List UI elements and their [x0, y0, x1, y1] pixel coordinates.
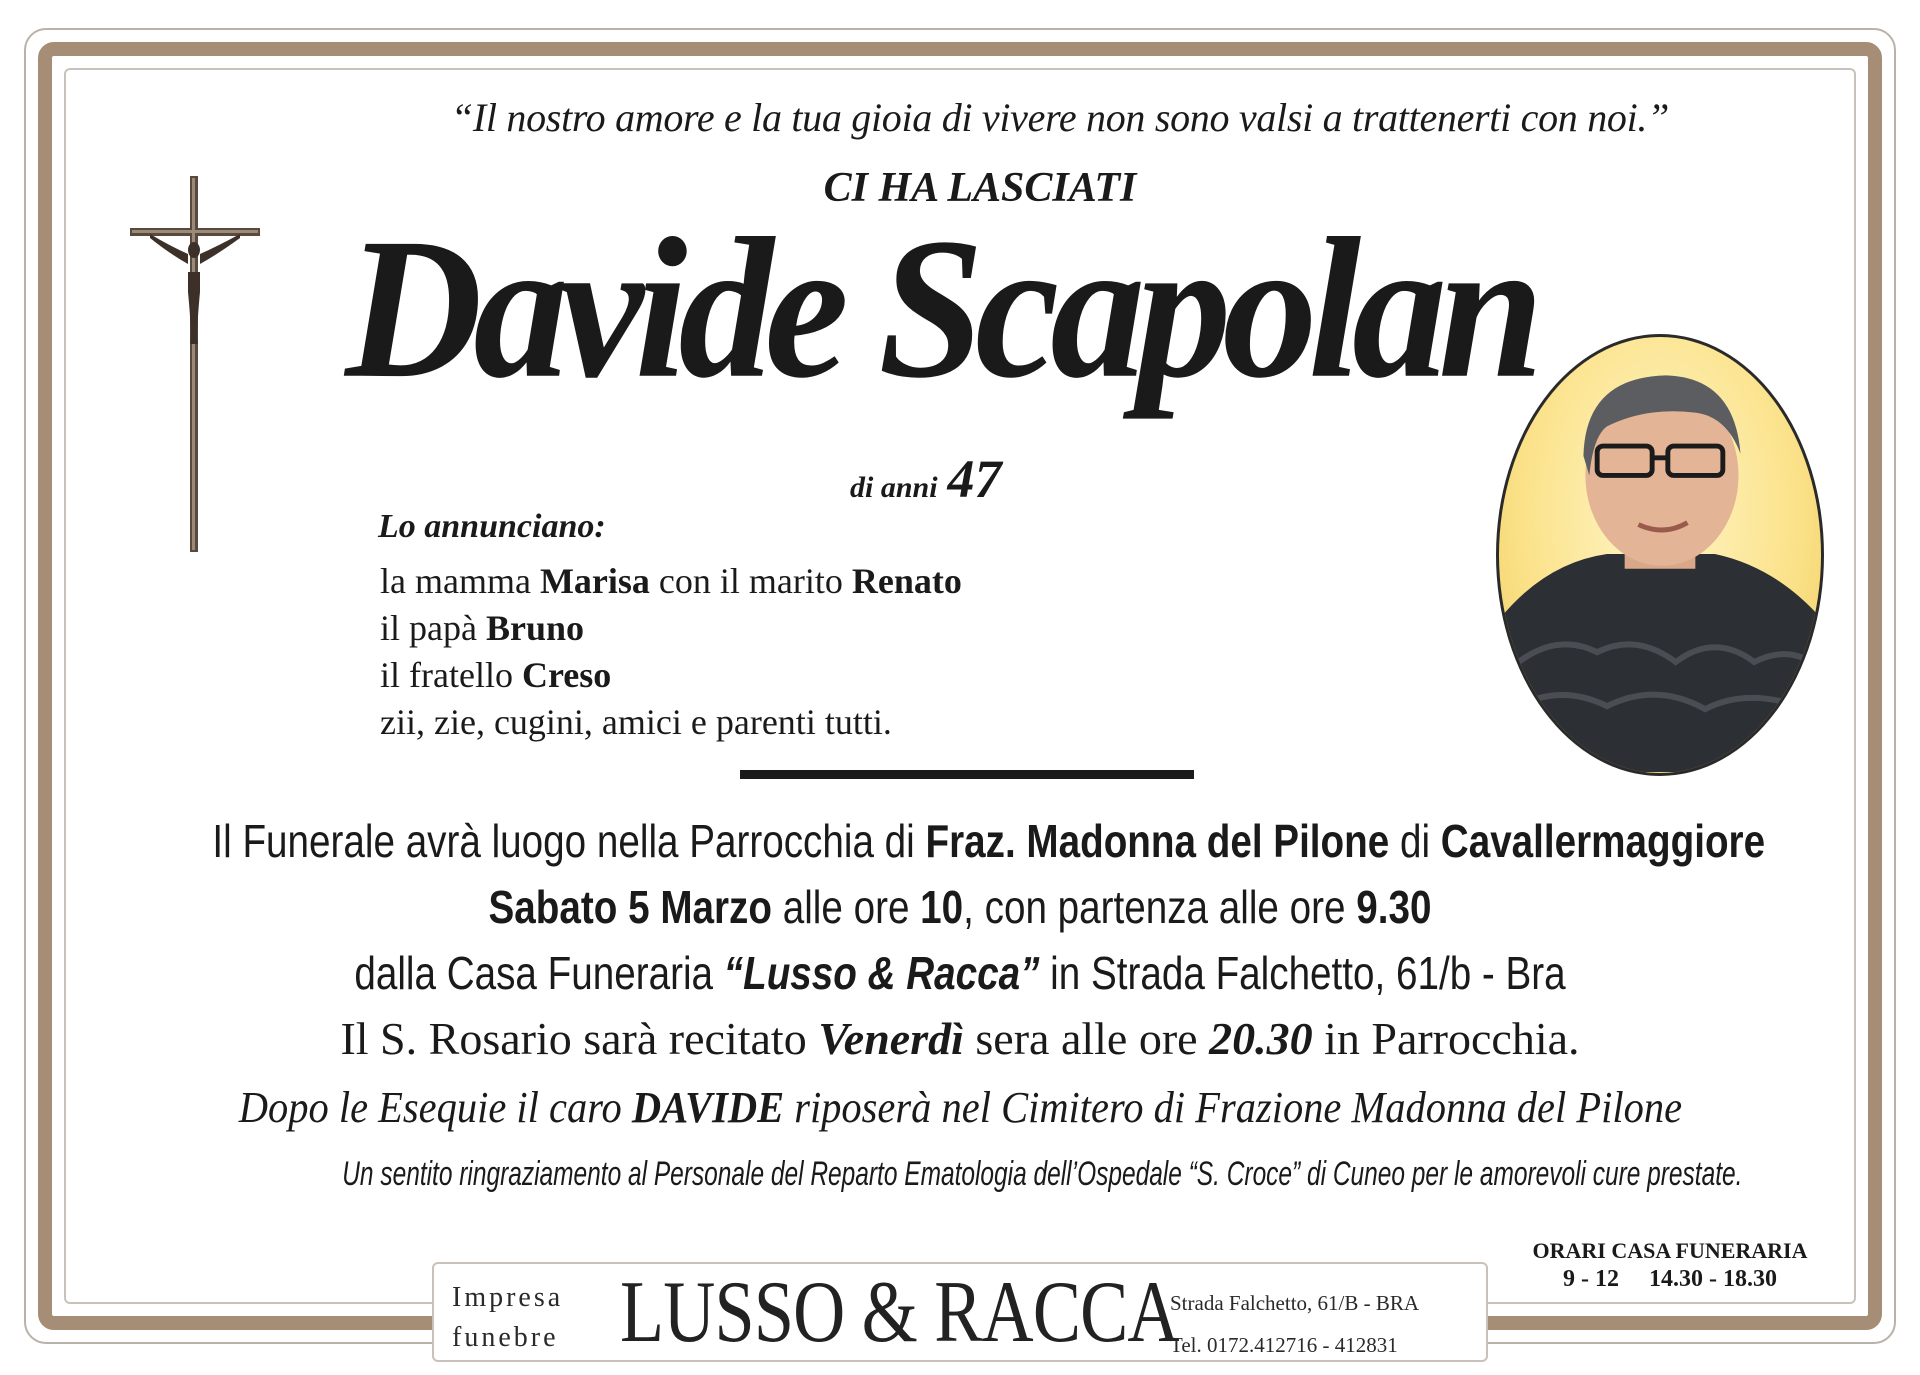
funeral-town: Cavallermaggiore — [1440, 815, 1766, 867]
funeral-text: di — [1389, 815, 1441, 867]
divider-rule — [740, 770, 1194, 779]
announcer-line — [380, 699, 962, 746]
announcers-title: Lo annunciano: — [378, 508, 606, 545]
burial-text: Dopo le Esequie il caro — [238, 1083, 632, 1132]
company-address: Strada Falchetto, 61/B - BRA — [1170, 1291, 1420, 1315]
hours-title: ORARI CASA FUNERARIA — [1532, 1238, 1808, 1263]
announcer-line — [380, 605, 962, 652]
funeral-line-1 — [212, 808, 1766, 874]
hours-times: 9 - 12 14.30 - 18.30 — [1563, 1266, 1777, 1292]
funeral-text: Il Funerale avrà luogo nella Parrocchia di — [212, 815, 926, 867]
portrait-photo — [1496, 334, 1824, 776]
impresa-word: Impresa — [452, 1282, 564, 1313]
company-name: LUSSO & RACCA — [620, 1264, 1179, 1361]
funeral-details — [70, 808, 1850, 1006]
rosary-notice — [70, 1012, 1850, 1065]
thanks-note — [70, 1155, 1850, 1194]
company-phone: Tel. 0172.412716 - 412831 — [1170, 1333, 1398, 1357]
impresa-funebre-label — [452, 1278, 563, 1358]
funeral-home-name: “Lusso & Racca” — [723, 947, 1040, 999]
funeral-time: 10 — [920, 881, 964, 933]
rosary-text: in Parrocchia. — [1312, 1013, 1580, 1064]
announcer-name: Renato — [851, 561, 962, 601]
announcer-text: zii, zie, cugini, amici e parenti tutti. — [380, 702, 892, 742]
rosary-text: Il S. Rosario sarà recitato — [340, 1013, 819, 1064]
funeral-address: in Strada Falchetto, 61/b - Bra — [1039, 947, 1566, 999]
burial-name: DAVIDE — [631, 1083, 784, 1132]
announcer-name: Creso — [521, 655, 612, 695]
funeral-home-hours — [1490, 1238, 1850, 1293]
portrait-figure — [1499, 337, 1821, 773]
funeral-place: Fraz. Madonna del Pilone — [925, 815, 1390, 867]
announcer-line — [380, 558, 962, 605]
crucifix-icon — [130, 174, 260, 554]
funeral-text: dalla Casa Funeraria — [354, 947, 724, 999]
announcer-line — [380, 652, 962, 699]
rosary-time: 20.30 — [1209, 1013, 1313, 1064]
funeral-text: , con partenza alle ore — [963, 881, 1357, 933]
announcer-name: Marisa — [539, 561, 650, 601]
deceased-name: Davide Scapolan — [345, 197, 1535, 421]
announcer-text: il fratello — [380, 655, 522, 695]
funeral-line-3 — [212, 940, 1707, 1006]
burial-text: riposerà nel Cimitero di Frazione Madonna del Pilone — [783, 1083, 1682, 1132]
rosary-text: sera alle ore — [963, 1013, 1210, 1064]
funeral-date: Sabato 5 Marzo — [488, 881, 772, 933]
memorial-quote: “Il nostro amore e la tua gioia di vivere non sono valsi a trattenerti con noi.” — [450, 95, 1670, 140]
heading-ci-ha-lasciati: CI HA LASCIATI — [823, 165, 1137, 211]
funebre-word: funebre — [452, 1322, 559, 1353]
age-value: 47 — [947, 449, 1002, 509]
departure-time: 9.30 — [1356, 881, 1432, 933]
burial-notice — [70, 1082, 1850, 1133]
age-label: di anni — [850, 471, 938, 504]
announcers-list — [380, 558, 962, 746]
announcer-text: il papà — [380, 608, 486, 648]
rosary-day: Venerdì — [818, 1013, 964, 1064]
announcer-text: con il marito — [649, 561, 852, 601]
announcer-name: Bruno — [485, 608, 585, 648]
age-row — [850, 448, 1002, 510]
burial-line — [238, 1082, 1681, 1133]
announcer-text: la mamma — [380, 561, 540, 601]
funeral-line-2 — [212, 874, 1707, 940]
company-contact — [1170, 1282, 1419, 1366]
funeral-text: alle ore — [771, 881, 921, 933]
thanks-text: Un sentito ringraziamento al Personale del Reparto Ematologia dell’Ospedale “S. Croce” di Cuneo per le amorevoli cure prestate. — [342, 1155, 1743, 1193]
